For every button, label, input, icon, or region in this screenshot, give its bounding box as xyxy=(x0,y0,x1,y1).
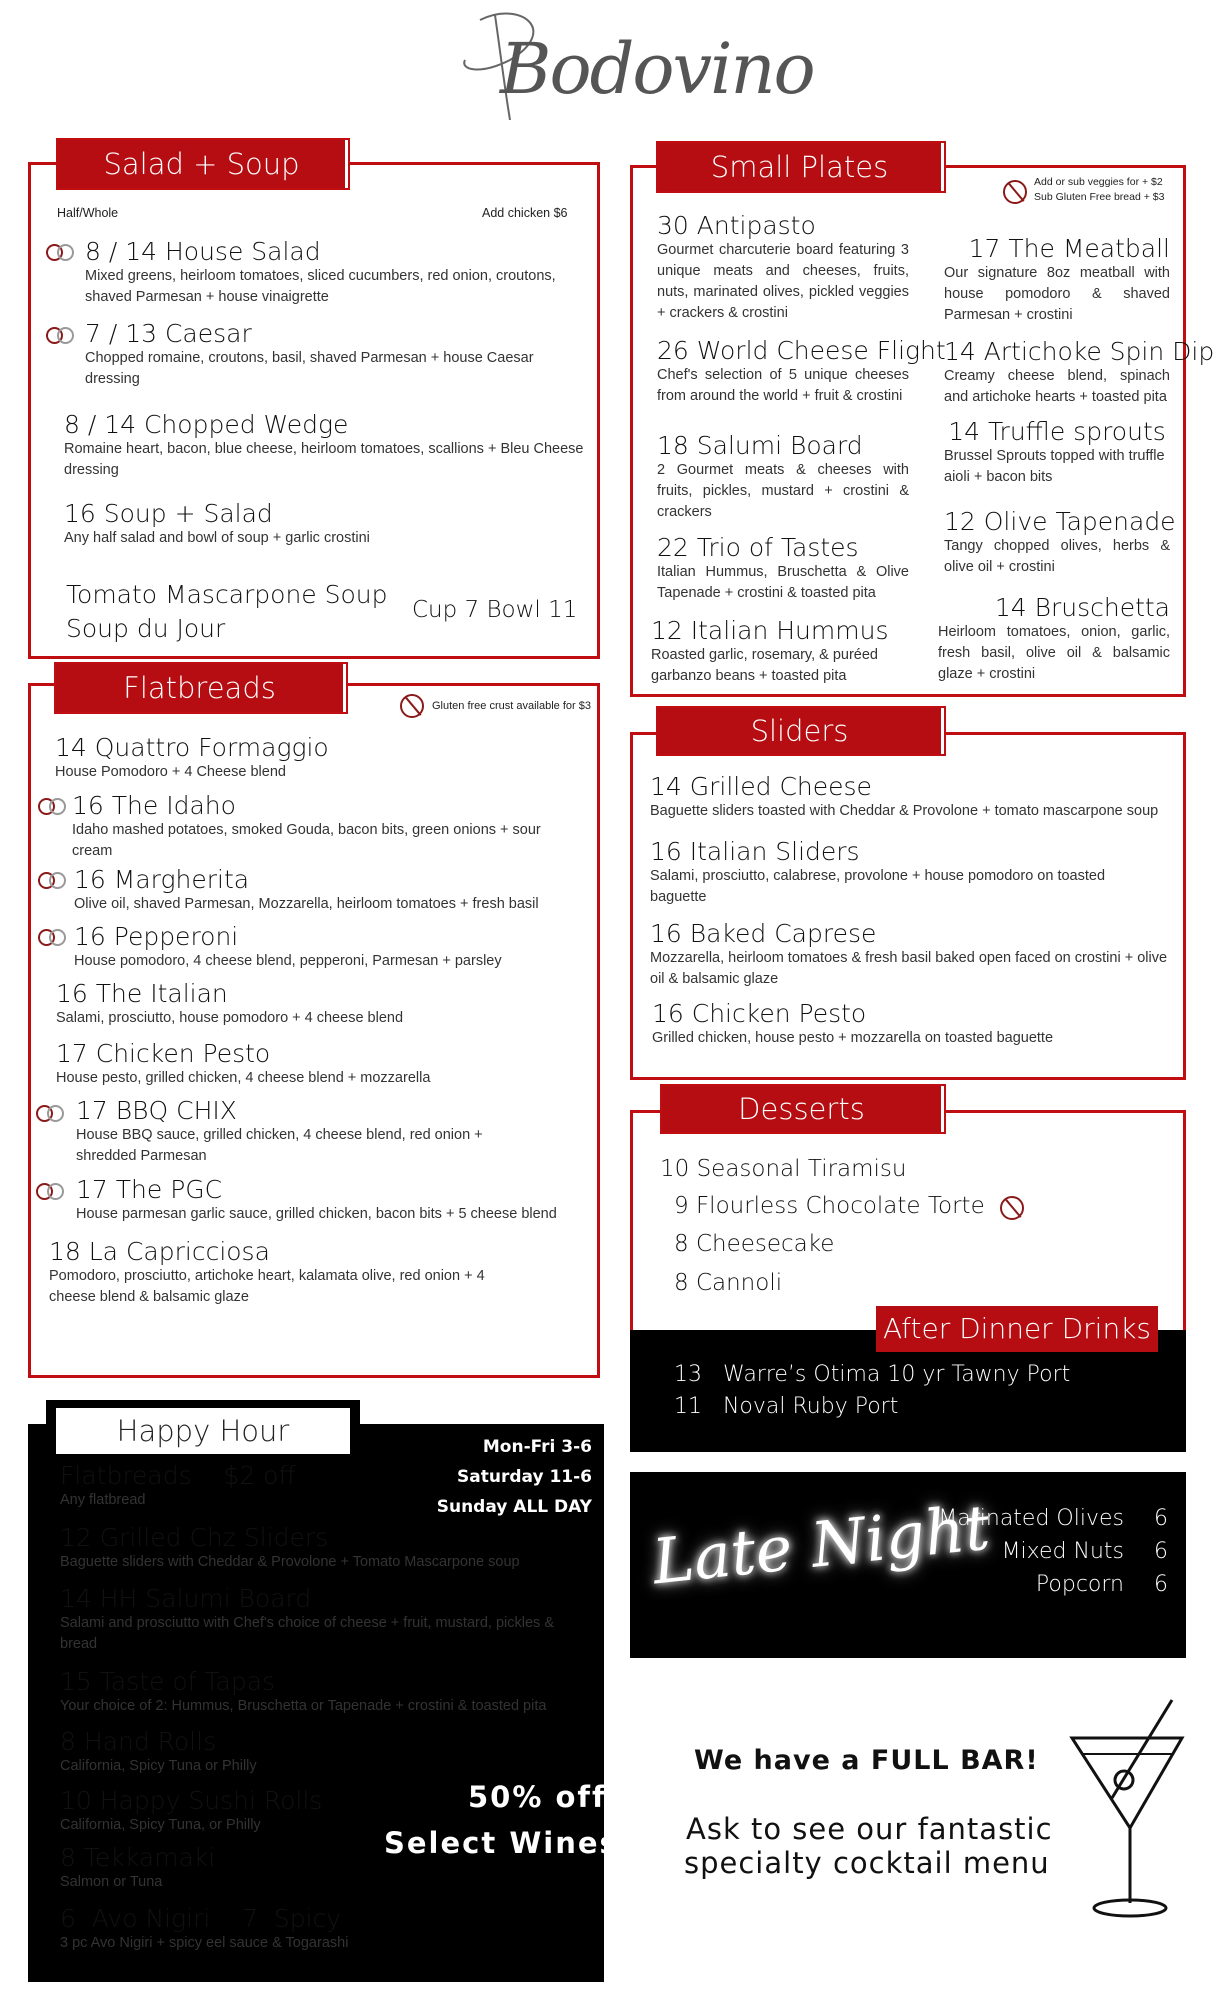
menu-item xyxy=(944,337,1215,408)
menu-item xyxy=(674,1269,782,1297)
item-desc: Salami and prosciutto with Chef's choice of cheese + fruit, mustard, pickles & bread xyxy=(60,1615,554,1652)
menu-item xyxy=(85,238,585,308)
soup-name: Tomato Mascarpone Soup xyxy=(66,580,388,609)
item-name: Mixed Nuts xyxy=(1001,1539,1124,1564)
item-desc: Pomodoro, prosciutto, artichoke heart, kalamata olive, red onion + 4 cheese blend & balsamic glaze xyxy=(49,1268,485,1305)
gluten-free-note: Gluten free crust available for $3 xyxy=(432,700,591,712)
item-title: 26 World Cheese Flight xyxy=(657,336,946,365)
menu-item xyxy=(674,1230,834,1258)
item-title: 22 Trio of Tastes xyxy=(657,533,859,562)
salad-soup-title: Salad + Soup xyxy=(103,147,300,181)
hh-item xyxy=(60,1462,430,1511)
half-whole-label: Half/Whole xyxy=(57,206,119,220)
cocktail-menu-line: Ask to see our fantastic xyxy=(686,1812,1053,1846)
item-title: Flatbreads $2 off xyxy=(60,1461,296,1490)
item-desc: House parmesan garlic sauce, grilled chicken, bacon bits + 5 cheese blend xyxy=(76,1206,557,1222)
item-title: 8 / 14 House Salad xyxy=(85,237,321,266)
item-desc: House BBQ sauce, grilled chicken, 4 cheese blend, red onion + shredded Parmesan xyxy=(76,1127,483,1164)
flatbreads-title: Flatbreads xyxy=(123,671,276,705)
item-desc: Roasted garlic, rosemary, & puréed garbanzo beans + toasted pita xyxy=(651,647,879,684)
item-desc: House pesto, grilled chicken, 4 cheese blend + mozzarella xyxy=(56,1070,431,1086)
item-desc: House pomodoro, 4 cheese blend, pepperoni, Parmesan + parsley xyxy=(74,953,502,969)
hh-item xyxy=(60,1728,420,1777)
drink-item: 13 Warre’s Otima 10 yr Tawny Port xyxy=(674,1362,1071,1387)
promo-percent: 50% off xyxy=(468,1780,607,1814)
item-desc: Gourmet charcuterie board featuring 3 unique meats and cheeses, fruits, nuts, marinated olives, pickled veggies + crackers & crostini xyxy=(657,242,909,321)
item-desc: Salmon or Tuna xyxy=(60,1874,163,1890)
gluten-free-icon xyxy=(1003,180,1027,204)
item-desc: Chopped romaine, croutons, basil, shaved Parmesan + house Caesar dressing xyxy=(85,350,534,387)
menu-item xyxy=(944,418,1170,488)
item-title: 18 Salumi Board xyxy=(657,431,863,460)
menu-item xyxy=(64,500,584,549)
soup-list xyxy=(66,578,388,646)
menu-item xyxy=(49,1238,519,1308)
item-desc: Idaho mashed potatoes, smoked Gouda, bacon bits, green onions + sour cream xyxy=(72,822,541,859)
menu-item xyxy=(56,1040,576,1089)
item-title: 8 Cannoli xyxy=(674,1270,783,1296)
item-desc: Chef's selection of 5 unique cheeses from around the world + fruit & crostini xyxy=(657,367,909,404)
vegetarian-icon xyxy=(46,325,76,345)
item-price: 6 xyxy=(1154,1539,1168,1564)
desserts-title: Desserts xyxy=(738,1092,865,1126)
item-desc: Your choice of 2: Hummus, Bruschetta or Tapenade + crostini & toasted pita xyxy=(60,1698,547,1714)
small-plates-title: Small Plates xyxy=(710,150,889,184)
hh-item xyxy=(60,1668,600,1717)
martini-glass-icon xyxy=(1062,1698,1192,1923)
menu-item xyxy=(657,336,946,407)
vegetarian-icon xyxy=(36,1181,66,1201)
late-night-neon-title: Late Night xyxy=(649,1490,993,1599)
item-desc: Creamy cheese blend, spinach and artichoke hearts + toasted pita xyxy=(944,368,1170,405)
item-desc: Olive oil, shaved Parmesan, Mozzarella, heirloom tomatoes + fresh basil xyxy=(74,896,539,912)
late-night-list xyxy=(920,1502,1168,1601)
item-title: 12 Grilled Chz Sliders xyxy=(60,1523,329,1552)
soup-price: Cup 7 Bowl 11 xyxy=(412,597,578,623)
soup-name: Soup du Jour xyxy=(66,614,226,643)
item-desc: House Pomodoro + 4 Cheese blend xyxy=(55,764,286,780)
menu-item xyxy=(657,534,909,604)
menu-item xyxy=(650,773,1180,822)
item-title: 10 Seasonal Tiramisu xyxy=(660,1156,907,1182)
item-desc: Italian Hummus, Bruschetta & Olive Tapenade + crostini & toasted pita xyxy=(657,564,909,601)
hh-item xyxy=(60,1844,420,1893)
item-title: 16 Margherita xyxy=(74,865,250,894)
item-title: 6 Avo Nigiri 7 Spicy xyxy=(60,1904,342,1933)
vegetarian-icon xyxy=(38,870,68,890)
small-plates-notes xyxy=(1034,175,1164,205)
item-desc: California, Spicy Tuna, or Philly xyxy=(60,1817,261,1833)
item-desc: Romaine heart, bacon, blue cheese, heirloom tomatoes, scallions + Bleu Cheese dressing xyxy=(64,441,584,478)
item-price: 6 xyxy=(1154,1572,1168,1597)
menu-item xyxy=(657,432,909,523)
item-desc: Baguette sliders toasted with Cheddar & Provolone + tomato mascarpone soup xyxy=(650,803,1159,819)
item-desc: Salami, prosciutto, house pomodoro + 4 cheese blend xyxy=(56,1010,404,1026)
item-desc: Mixed greens, heirloom tomatoes, sliced cucumbers, red onion, croutons, shaved Parmesan + house vinaigrette xyxy=(85,268,556,305)
menu-item xyxy=(660,1155,907,1183)
full-bar-heading: We have a FULL BAR! xyxy=(694,1745,1039,1776)
hh-item xyxy=(60,1524,600,1573)
hh-item xyxy=(60,1787,420,1836)
item-desc: Any half salad and bowl of soup + garlic crostini xyxy=(64,530,370,546)
menu-item xyxy=(74,923,584,972)
menu-item xyxy=(674,1192,985,1220)
item-desc: Baguette sliders with Cheddar & Provolone + Tomato Mascarpone soup xyxy=(60,1554,520,1570)
menu-item xyxy=(657,212,909,324)
menu-item xyxy=(76,1097,506,1167)
item-title: 17 BBQ CHIX xyxy=(76,1096,237,1125)
item-desc: Mozzarella, heirloom tomatoes & fresh basil baked open faced on crostini + olive oil & balsamic glaze xyxy=(650,950,1168,987)
gluten-free-icon xyxy=(1000,1196,1024,1220)
item-title: 14 Quattro Formaggio xyxy=(55,733,329,762)
menu-item xyxy=(650,920,1170,990)
item-desc: California, Spicy Tuna or Philly xyxy=(60,1758,257,1774)
item-title: 16 Soup + Salad xyxy=(64,499,273,528)
menu-item xyxy=(944,507,1176,578)
desserts-section xyxy=(630,1110,1186,1335)
item-title: 8 Cheesecake xyxy=(674,1231,835,1257)
flatbreads-tab xyxy=(56,664,346,712)
item-desc: Our signature 8oz meatball with house pomodoro & shaved Parmesan + crostini xyxy=(944,265,1170,323)
item-title: 8 / 14 Chopped Wedge xyxy=(64,410,349,439)
item-desc: Salami, prosciutto, calabrese, provolone + house pomodoro on toasted baguette xyxy=(650,868,1106,905)
item-desc: 3 pc Avo Nigiri + spicy eel sauce & Togarashi xyxy=(60,1935,349,1951)
hh-time: Mon-Fri 3-6 xyxy=(482,1437,592,1457)
hh-time: Saturday 11-6 xyxy=(457,1467,592,1487)
menu-item xyxy=(74,866,584,915)
veggies-note: Add or sub veggies for + $2 xyxy=(1034,176,1163,188)
item-title: 30 Antipasto xyxy=(657,211,816,240)
item-title: 14 Truffle sprouts xyxy=(948,417,1166,446)
item-title: 12 Italian Hummus xyxy=(651,616,889,645)
desserts-tab xyxy=(662,1086,944,1132)
late-night-item xyxy=(920,1502,1168,1535)
item-desc: 2 Gourmet meats & cheeses with fruits, pickles, mustard + crostini & crackers xyxy=(657,462,909,520)
item-title: 9 Flourless Chocolate Torte xyxy=(674,1193,985,1219)
menu-item xyxy=(652,1000,1172,1049)
item-title: 14 Bruschetta xyxy=(994,593,1170,622)
menu-item xyxy=(651,617,913,687)
logo xyxy=(440,0,814,125)
late-night-item xyxy=(920,1535,1168,1568)
item-title: 16 Baked Caprese xyxy=(650,919,877,948)
logo-text: Bodovino xyxy=(500,28,814,110)
after-dinner-title: After Dinner Drinks xyxy=(882,1312,1151,1345)
menu-item xyxy=(56,980,576,1029)
item-title: 8 Hand Rolls xyxy=(60,1727,217,1756)
late-night-item xyxy=(920,1568,1168,1601)
item-title: 16 Chicken Pesto xyxy=(652,999,867,1028)
menu-item xyxy=(650,838,1150,908)
item-title: 10 Happy Sushi Rolls xyxy=(60,1786,323,1815)
item-price: 6 xyxy=(1154,1506,1168,1531)
item-name: Popcorn xyxy=(1035,1572,1124,1597)
soup-prices xyxy=(412,596,577,624)
menu-item xyxy=(944,235,1170,326)
add-chicken-label: Add chicken $6 xyxy=(482,206,568,220)
item-title: 7 / 13 Caesar xyxy=(85,319,252,348)
after-dinner-tab xyxy=(876,1306,1158,1352)
gf-bread-note: Sub Gluten Free bread + $3 xyxy=(1034,191,1165,203)
item-title: 15 Taste of Tapas xyxy=(60,1667,276,1696)
menu-item xyxy=(938,594,1170,685)
item-title: 14 Artichoke Spin Dip xyxy=(944,337,1215,366)
menu-item xyxy=(85,320,585,390)
vegetarian-icon xyxy=(38,796,68,816)
item-desc: Grilled chicken, house pesto + mozzarella on toasted baguette xyxy=(652,1030,1054,1046)
drink-item: 11 Noval Ruby Port xyxy=(674,1394,899,1419)
promo-wines: Select Wines xyxy=(384,1826,619,1860)
item-desc: Heirloom tomatoes, onion, garlic, fresh basil, olive oil & balsamic glaze + crostini xyxy=(938,624,1170,682)
hh-item xyxy=(60,1585,580,1655)
cocktail-menu-line: specialty cocktail menu xyxy=(684,1846,1050,1880)
item-title: 16 The Idaho xyxy=(72,791,236,820)
item-title: 12 Olive Tapenade xyxy=(944,507,1176,536)
vegetarian-icon xyxy=(38,927,68,947)
hh-time: Sunday ALL DAY xyxy=(436,1497,592,1517)
item-title: 16 Italian Sliders xyxy=(650,837,860,866)
item-title: 18 La Capricciosa xyxy=(49,1237,270,1266)
menu-item xyxy=(76,1176,596,1225)
gluten-free-icon xyxy=(400,694,424,718)
item-title: 17 The PGC xyxy=(76,1175,223,1204)
item-title: 16 Pepperoni xyxy=(74,922,239,951)
item-desc: Brussel Sprouts topped with truffle aioli + bacon bits xyxy=(944,448,1165,485)
sliders-title: Sliders xyxy=(750,714,849,748)
item-desc: Any flatbread xyxy=(60,1492,146,1508)
menu-item xyxy=(64,411,584,481)
item-title: 14 HH Salumi Board xyxy=(60,1584,312,1613)
hh-item xyxy=(60,1905,460,1954)
item-title: 8 Tekkamaki xyxy=(60,1843,216,1872)
vegetarian-icon xyxy=(36,1103,66,1123)
small-plates-tab xyxy=(658,143,944,191)
sliders-tab xyxy=(658,708,944,754)
vegetarian-icon xyxy=(46,242,76,262)
menu-item xyxy=(55,734,585,783)
item-desc: Tangy chopped olives, herbs & olive oil + crostini xyxy=(944,538,1170,575)
item-title: 16 The Italian xyxy=(56,979,228,1008)
menu-item xyxy=(72,792,582,862)
item-title: 14 Grilled Cheese xyxy=(650,772,872,801)
item-title: 17 Chicken Pesto xyxy=(56,1039,271,1068)
item-name: Marinated Olives xyxy=(938,1506,1124,1531)
item-title: 17 The Meatball xyxy=(968,234,1170,263)
salad-soup-tab xyxy=(58,140,348,188)
happy-hour-title: Happy Hour xyxy=(56,1408,350,1454)
